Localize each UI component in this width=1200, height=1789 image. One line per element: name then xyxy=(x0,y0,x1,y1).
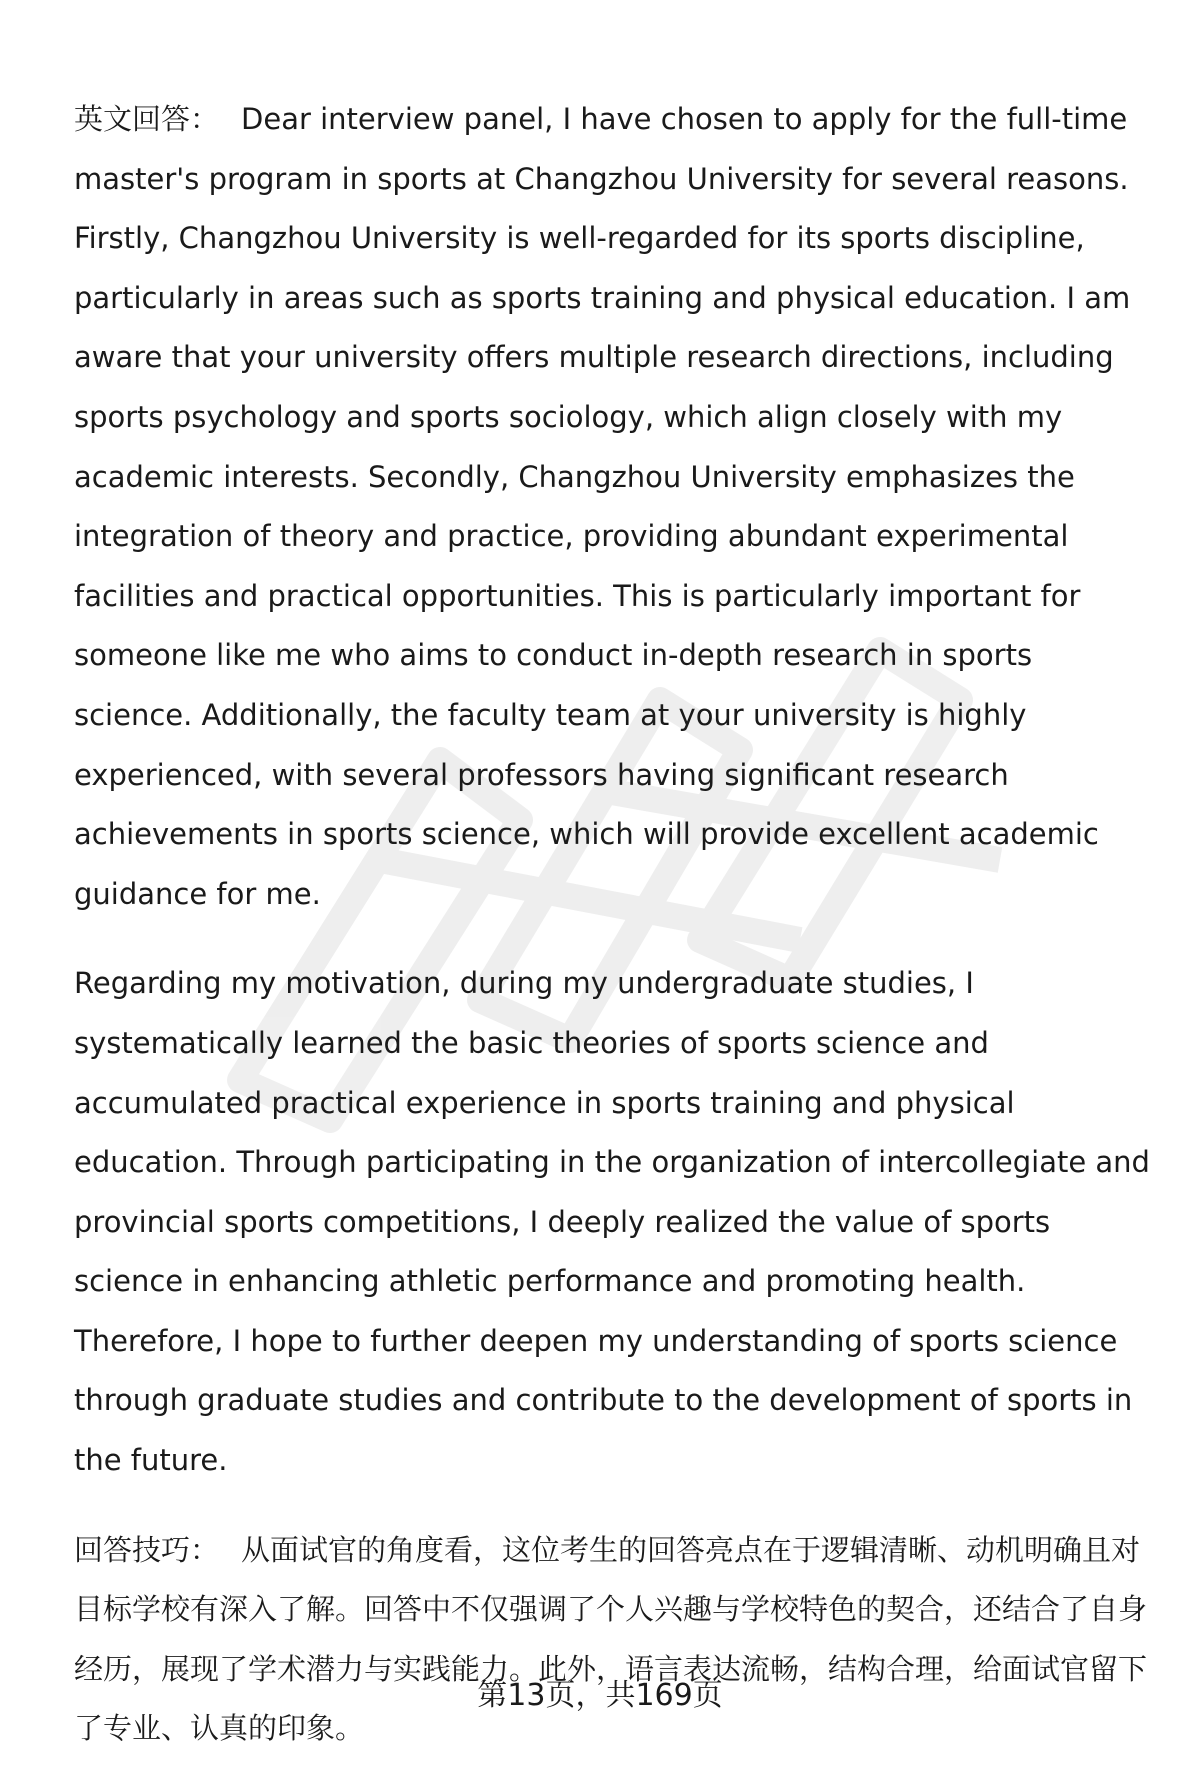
document-body xyxy=(74,90,1154,1789)
tips-label: 回答技巧： xyxy=(74,1532,220,1567)
english-answer-label: 英文回答： xyxy=(74,102,220,136)
page-number-footer: 第13页，共169页 xyxy=(477,1678,723,1713)
english-answer-text-1: Dear interview panel, I have chosen to apply for the full-time master's program in sports at Changzhou University for several reasons. Firstly, Changzhou University is well-regarded for its sports discipline, particularly in areas such as sports training and physical education. I am aware that your university offers multiple research directions, including sports psychology and sports sociology, which align closely with my academic interests. Secondly, Changzhou University emphasizes the integration of theory and practice, providing abundant experimental facilities and practical opportunities. This is particularly important for someone like me who aims to conduct in-depth research in sports science. Additionally, the faculty team at your university is highly experienced, with several professors having significant research achievements in sports science, which will provide excellent academic guidance for me. xyxy=(74,102,1131,911)
english-answer-paragraph-1 xyxy=(74,90,1154,924)
tips-paragraph xyxy=(74,1521,1154,1759)
tips-text: 从面试官的角度看，这位考生的回答亮点在于逻辑清晰、动机明确且对目标学校有深入了解。回答中不仅强调了个人兴趣与学校特色的契合，还结合了自身经历，展现了学术潜力与实践能力。此外，语言表达流畅，结构合理，给面试官留下了专业、认真的印象。 xyxy=(74,1532,1148,1746)
english-answer-paragraph-2: Regarding my motivation, during my undergraduate studies, I systematically learned the basic theories of sports science and accumulated practical experience in sports training and physical education. Through participating in the organization of intercollegiate and provincial sports competitions, I deeply realized the value of sports science in enhancing athletic performance and promoting health. Therefore, I hope to further deepen my understanding of sports science through graduate studies and contribute to the development of sports in the future. xyxy=(74,966,1150,1478)
